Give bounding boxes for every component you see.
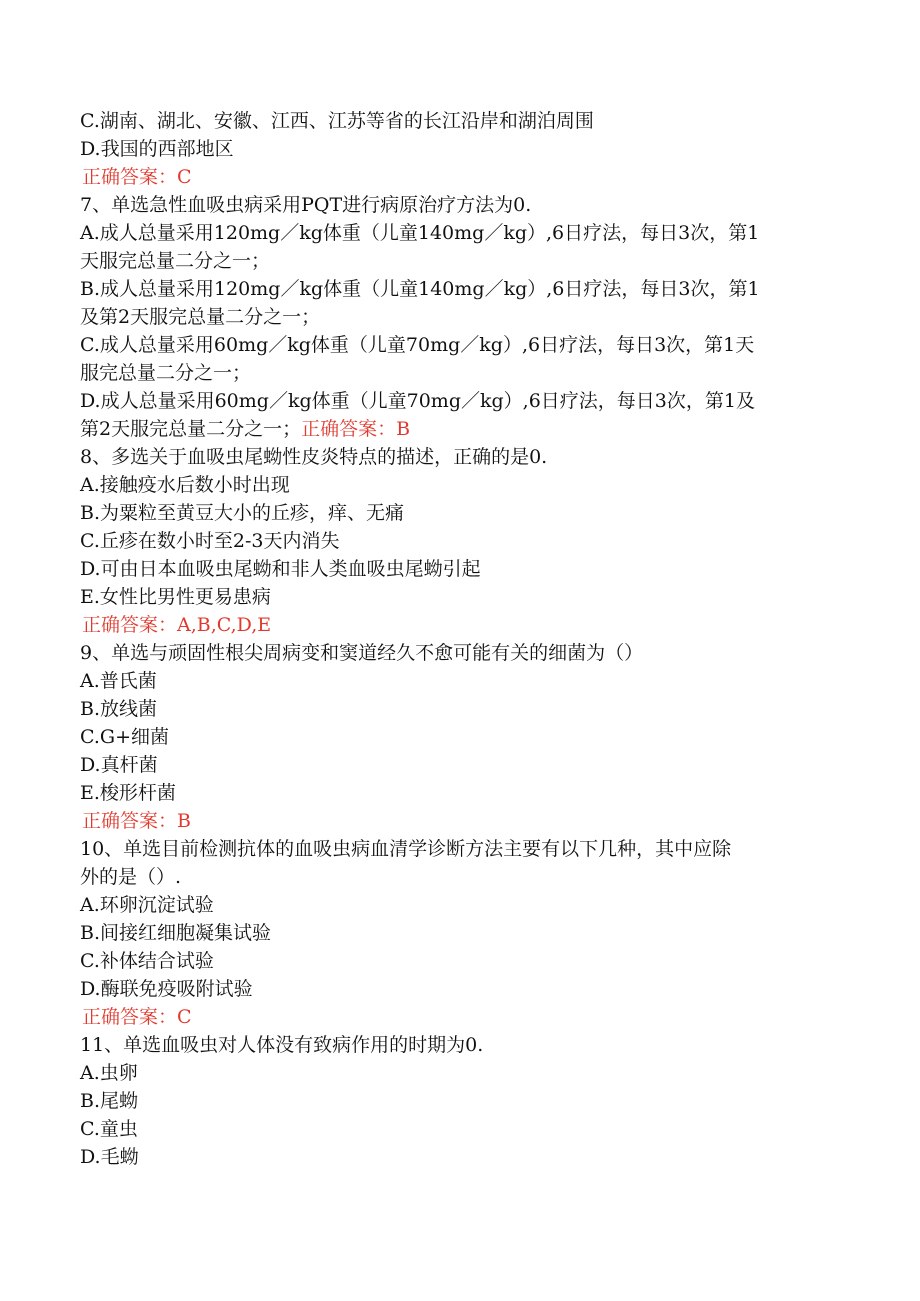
answer-line xyxy=(80,163,840,191)
line-text: 9、单选与顽固性根尖周病变和窦道经久不愈可能有关的细菌为（） xyxy=(80,642,644,664)
text-line xyxy=(80,191,840,219)
line-text: D.可由日本血吸虫尾蚴和非人类血吸虫尾蚴引起 xyxy=(80,558,481,580)
document-body xyxy=(80,107,840,1171)
text-line xyxy=(80,1115,840,1143)
line-text: 7、单选急性血吸虫病采用PQT进行病原治疗方法为0. xyxy=(80,194,532,216)
text-line xyxy=(80,723,840,751)
line-text: D.成人总量采用60mg／kg体重（儿童70mg／kg）,6日疗法，每日3次，第1及 xyxy=(80,390,755,412)
line-text: A.接触疫水后数小时出现 xyxy=(80,474,290,496)
answer-line xyxy=(80,1003,840,1031)
text-line xyxy=(80,247,840,275)
correct-answer: 正确答案：B xyxy=(301,418,411,440)
text-line xyxy=(80,359,840,387)
text-line xyxy=(80,303,840,331)
text-line xyxy=(80,835,840,863)
text-line xyxy=(80,135,840,163)
line-text: D.酶联免疫吸附试验 xyxy=(80,978,253,1000)
answer-line xyxy=(80,807,840,835)
correct-answer: 正确答案：C xyxy=(82,166,192,188)
text-line xyxy=(80,499,840,527)
text-line xyxy=(80,1059,840,1087)
line-text: D.真杆菌 xyxy=(80,754,158,776)
correct-answer: 正确答案：C xyxy=(82,1006,192,1028)
line-text: 及第2天服完总量二分之一； xyxy=(80,306,321,328)
line-text: 11、单选血吸虫对人体没有致病作用的时期为0. xyxy=(80,1034,484,1056)
line-text: A.虫卵 xyxy=(80,1062,138,1084)
line-text: C.补体结合试验 xyxy=(80,950,214,972)
line-text: A.成人总量采用120mg／kg体重（儿童140mg／kg）,6日疗法，每日3次，第1 xyxy=(80,222,760,244)
line-text: C.G+细菌 xyxy=(80,726,169,748)
text-line xyxy=(80,1031,840,1059)
text-line xyxy=(80,1143,840,1171)
text-line xyxy=(80,919,840,947)
text-line xyxy=(80,863,840,891)
text-line xyxy=(80,107,840,135)
line-text: E.梭形杆菌 xyxy=(80,782,176,804)
line-text: C.童虫 xyxy=(80,1118,138,1140)
line-text: B.为粟粒至黄豆大小的丘疹，痒、无痛 xyxy=(80,502,405,524)
text-line xyxy=(80,387,840,415)
line-text: A.普氏菌 xyxy=(80,670,157,692)
line-text: D.毛蚴 xyxy=(80,1146,139,1168)
text-line xyxy=(80,583,840,611)
line-text: D.我国的西部地区 xyxy=(80,138,234,160)
text-line xyxy=(80,443,840,471)
text-line xyxy=(80,639,840,667)
text-line xyxy=(80,415,840,443)
text-line xyxy=(80,1087,840,1115)
line-text: B.放线菌 xyxy=(80,698,158,720)
line-text: 外的是（）. xyxy=(80,866,182,888)
text-line xyxy=(80,555,840,583)
text-line xyxy=(80,891,840,919)
line-text: E.女性比男性更易患病 xyxy=(80,586,271,608)
text-line xyxy=(80,975,840,1003)
text-line xyxy=(80,947,840,975)
text-line xyxy=(80,779,840,807)
line-text: 天服完总量二分之一； xyxy=(80,250,271,272)
line-text: 服完总量二分之一； xyxy=(80,362,252,384)
correct-answer: 正确答案：B xyxy=(82,810,191,832)
line-text: C.成人总量采用60mg／kg体重（儿童70mg／kg）,6日疗法，每日3次，第1天 xyxy=(80,334,755,356)
line-text: C.丘疹在数小时至2-3天内消失 xyxy=(80,530,340,552)
text-line xyxy=(80,471,840,499)
line-text: A.环卵沉淀试验 xyxy=(80,894,214,916)
line-text: B.成人总量采用120mg／kg体重（儿童140mg／kg）,6日疗法，每日3次，第1 xyxy=(80,278,760,300)
text-line xyxy=(80,751,840,779)
line-text: B.间接红细胞凝集试验 xyxy=(80,922,272,944)
line-text: 第2天服完总量二分之一； xyxy=(80,418,302,440)
line-text: B.尾蚴 xyxy=(80,1090,139,1112)
text-line xyxy=(80,331,840,359)
answer-line xyxy=(80,611,840,639)
text-line xyxy=(80,219,840,247)
line-text: 10、单选目前检测抗体的血吸虫病血清学诊断方法主要有以下几种，其中应除 xyxy=(80,838,732,860)
text-line xyxy=(80,667,840,695)
text-line xyxy=(80,275,840,303)
correct-answer: 正确答案：A,B,C,D,E xyxy=(82,614,272,636)
line-text: 8、多选关于血吸虫尾蚴性皮炎特点的描述，正确的是0. xyxy=(80,446,548,468)
line-text: C.湖南、湖北、安徽、江西、江苏等省的长江沿岸和湖泊周围 xyxy=(80,110,594,132)
text-line xyxy=(80,695,840,723)
text-line xyxy=(80,527,840,555)
